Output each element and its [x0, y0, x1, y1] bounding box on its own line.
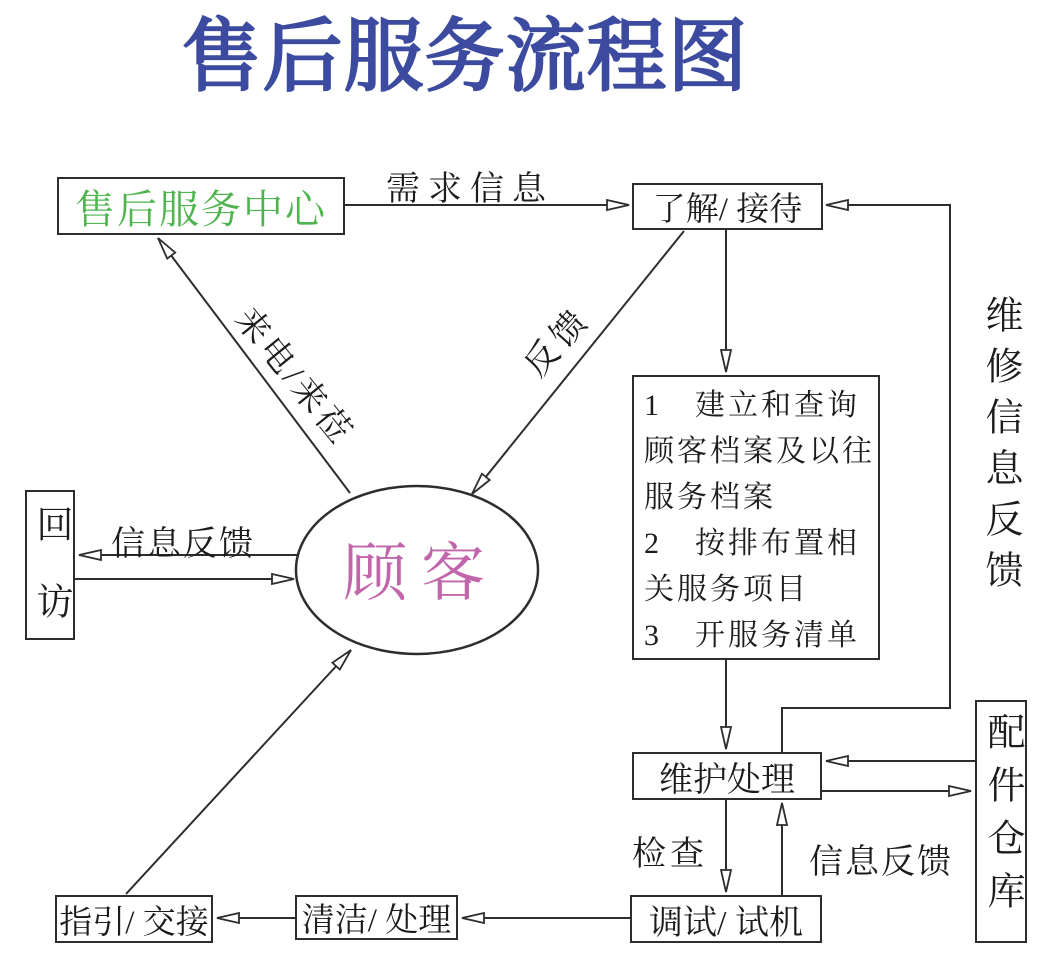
edge-label-feedback: 反馈	[517, 300, 599, 385]
node-parts-warehouse	[975, 700, 1027, 943]
node-guide-handover-label: 指引/ 交接	[59, 904, 209, 941]
edge-label-info-feedback-left: 信息反馈	[111, 526, 255, 563]
node-maintenance	[632, 752, 822, 800]
node-debug-test-label: 调试/ 试机	[649, 904, 803, 942]
node-clean-handle-label: 清洁/ 处理	[301, 903, 452, 939]
node-debug-test	[630, 895, 822, 943]
node-service-center-label: 售后服务中心	[75, 186, 327, 232]
node-revisit	[25, 490, 75, 659]
edge-label-check: 检查	[632, 836, 708, 873]
edge-label-call-or-visit: 来电/来莅	[227, 301, 361, 453]
node-maintenance-label: 维护处理	[659, 761, 795, 799]
task-line-4: 2 按排布置相	[644, 527, 860, 560]
task-line-2: 顾客档案及以往	[644, 435, 875, 468]
task-line-5: 关服务项目	[644, 573, 809, 606]
edge-label-repair-info-feedback: 维修信息反馈	[979, 295, 1021, 601]
node-task-list	[632, 375, 880, 660]
node-customer-label: 顾客	[343, 538, 499, 609]
node-parts-warehouse-label: 配件仓库	[981, 712, 1023, 924]
node-revisit-label: 回访	[30, 505, 71, 659]
node-service-center	[57, 177, 345, 235]
node-clean-handle	[295, 895, 458, 940]
page-title: 售后服务流程图	[181, 14, 749, 102]
edge-label-info-feedback-right: 信息反馈	[809, 844, 953, 881]
task-line-1: 1 建立和查询	[644, 389, 860, 422]
node-guide-handover	[55, 895, 213, 943]
task-line-6: 3 开服务清单	[644, 619, 860, 652]
task-line-3: 服务档案	[644, 481, 776, 514]
edge-guide-to-customer	[126, 650, 351, 894]
node-reception-label: 了解/ 接待	[652, 192, 803, 228]
edge-label-demand-info: 需求信息	[386, 171, 554, 208]
node-reception	[632, 183, 823, 230]
